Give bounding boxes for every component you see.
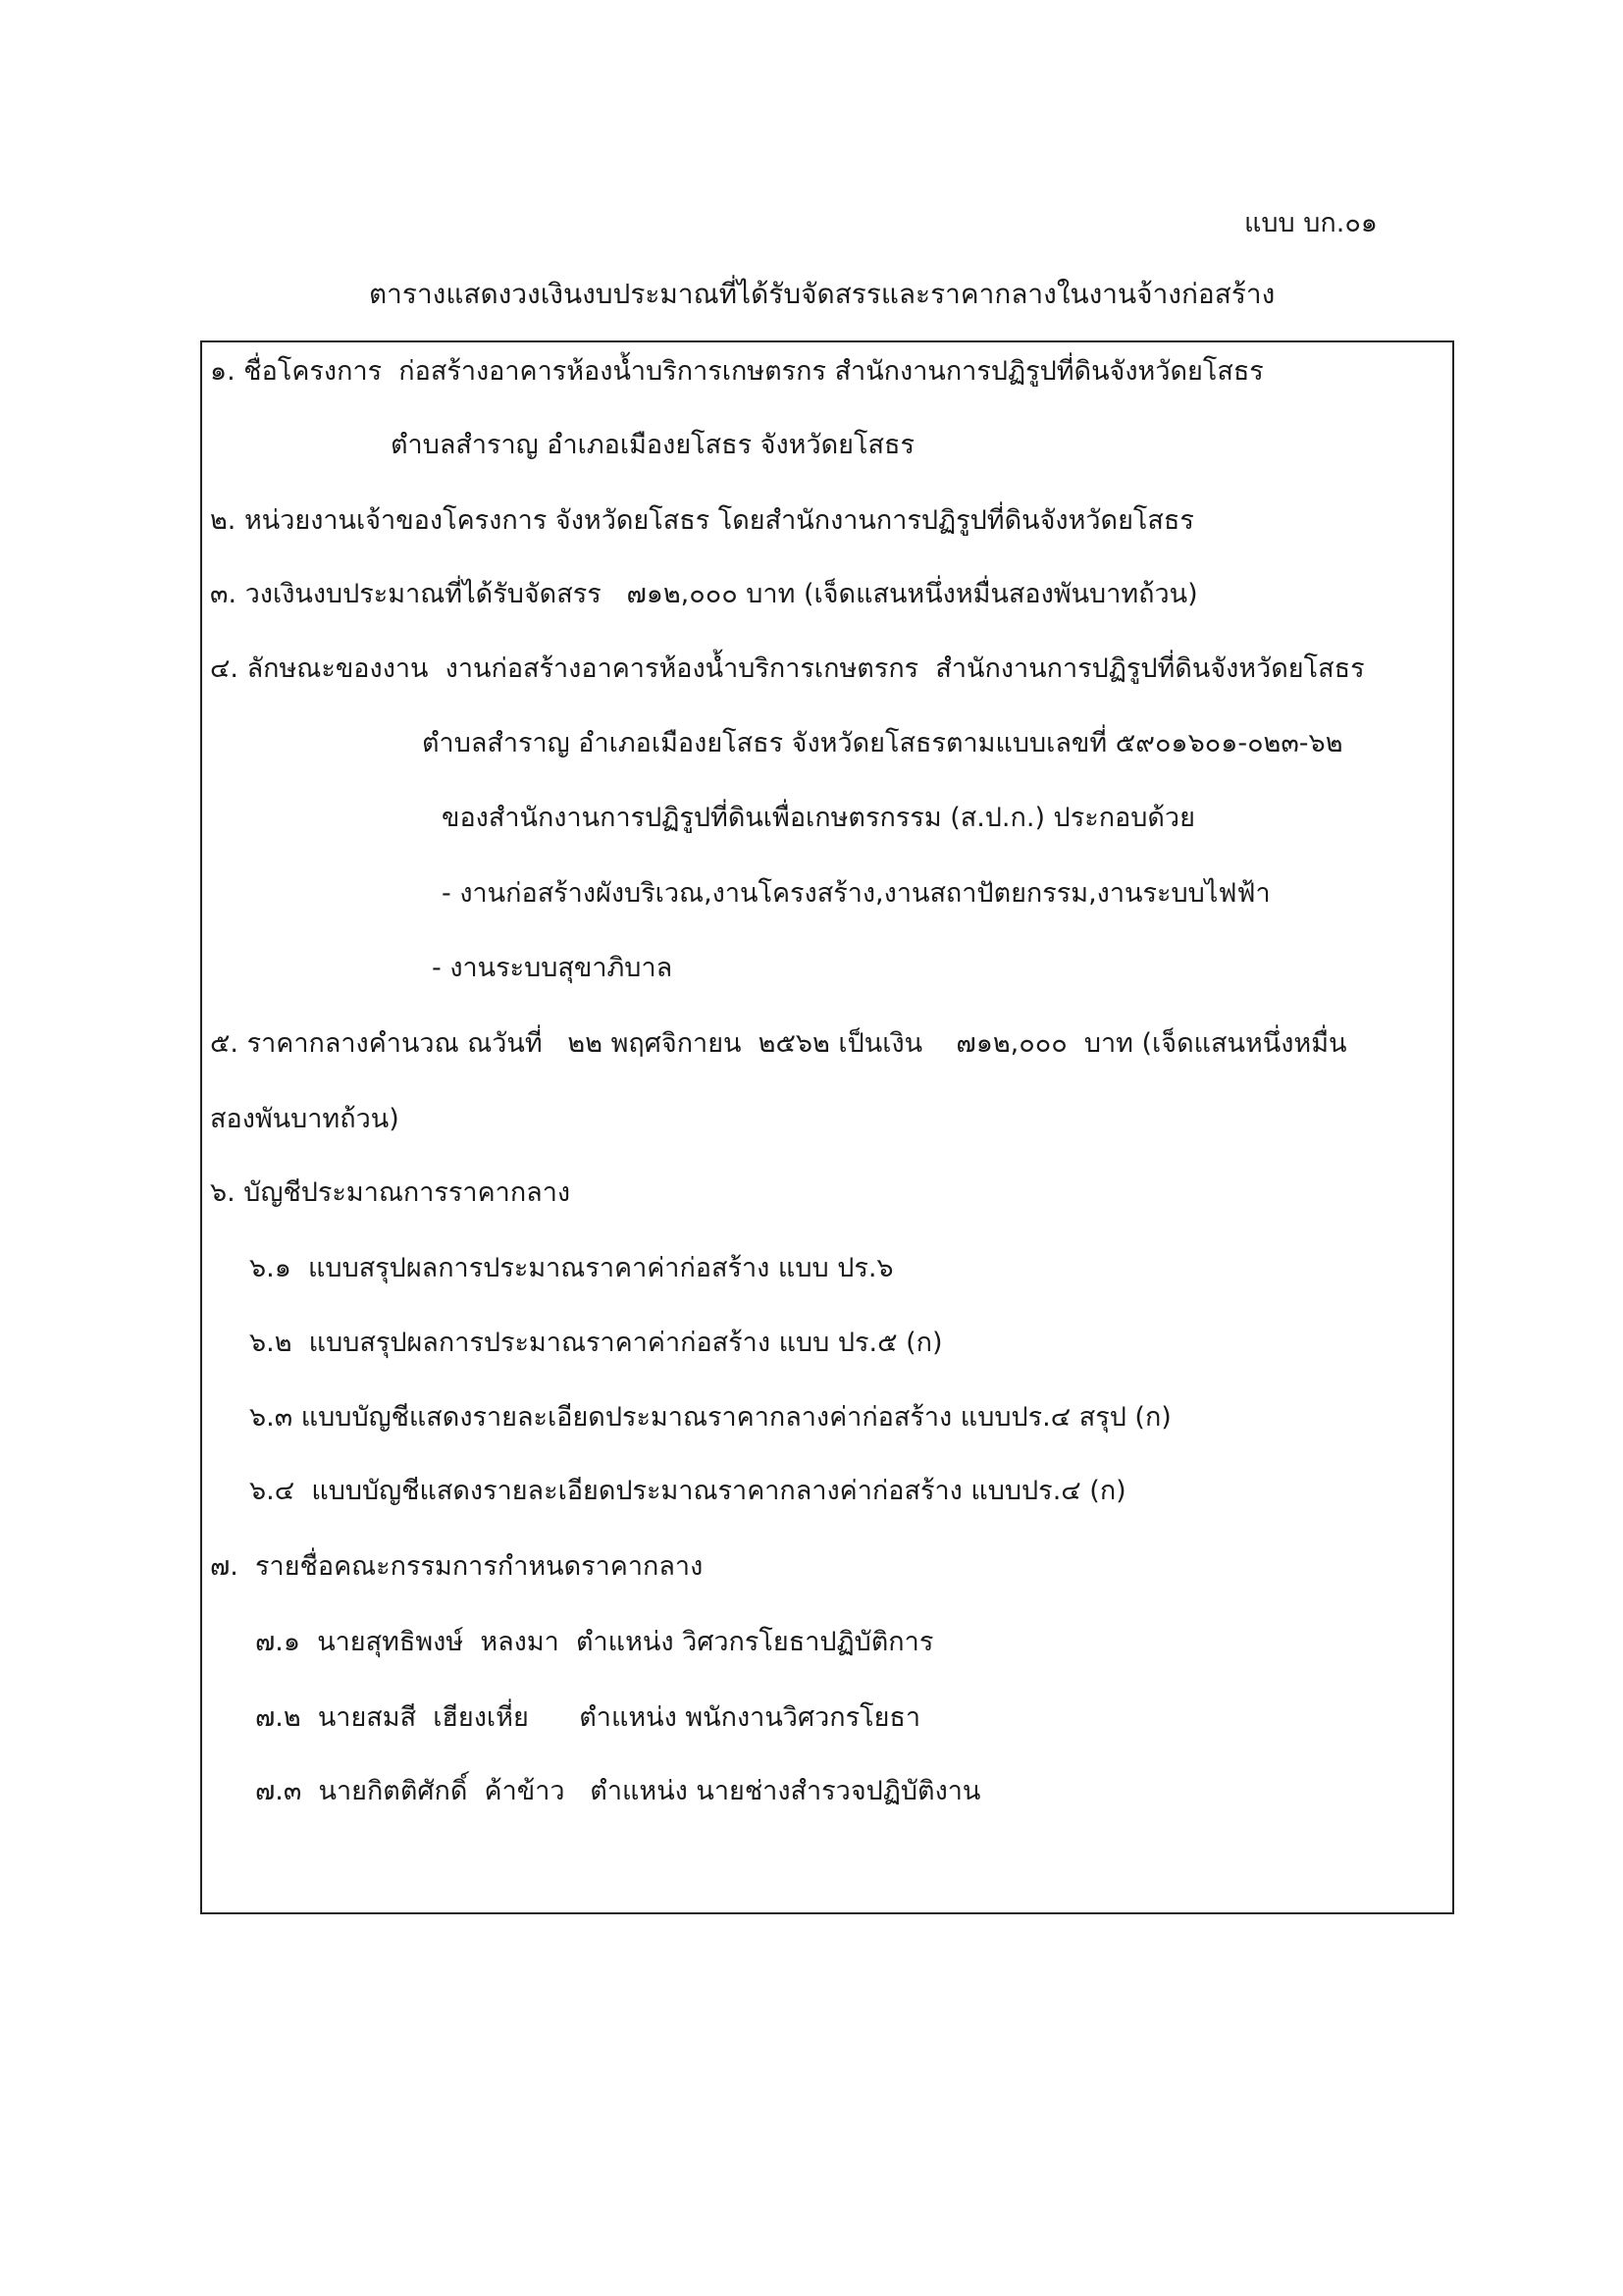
- project-owner-line: ๒. หน่วยงานเจ้าของโครงการ จังหวัดยโสธร โดยสำนักงานการปฏิรูปที่ดินจังหวัดยโสธร: [210, 505, 1194, 536]
- project-name-line: ๑. ชื่อโครงการ ก่อสร้างอาคารห้องน้ำบริการเกษตรกร สำนักงานการปฏิรูปที่ดินจังหวัดยโสธร: [210, 356, 1264, 387]
- median-price-line-1: ๕. ราคากลางคำนวณ ณวันที่ ๒๒ พฤศจิกายน ๒๕๖๒ เป็นเงิน ๗๑๒,๐๐๐ บาท (เจ็ดแสนหนึ่งหมื่น: [210, 1028, 1347, 1059]
- work-item-2: - งานระบบสุขาภิบาล: [432, 953, 673, 983]
- work-description-line-3: ของสำนักงานการปฏิรูปที่ดินเพื่อเกษตรกรรม (ส.ป.ก.) ประกอบด้วย: [442, 803, 1195, 833]
- estimate-item: ๖.๔ แบบบัญชีแสดงรายละเอียดประมาณราคากลางค่าก่อสร้าง แบบปร.๔ (ก): [249, 1476, 1126, 1506]
- document-title: ตารางแสดงวงเงินงบประมาณที่ได้รับจัดสรรและราคากลางในงานจ้างก่อสร้าง: [369, 278, 1276, 310]
- estimate-item: ๖.๑ แบบสรุปผลการประมาณราคาค่าก่อสร้าง แบบ ปร.๖: [249, 1253, 894, 1283]
- work-description-line-1: ๔. ลักษณะของงาน งานก่อสร้างอาคารห้องน้ำบริการเกษตรกร สำนักงานการปฏิรูปที่ดินจังหวัดยโสธร: [210, 653, 1365, 684]
- form-code: แบบ บก.๐๑: [1244, 208, 1378, 238]
- committee-heading: ๗. รายชื่อคณะกรรมการกำหนดราคากลาง: [210, 1551, 704, 1582]
- median-price-line-2: สองพันบาทถ้วน): [210, 1104, 399, 1134]
- committee-member: ๗.๓ นายกิตติศักดิ์ ค้าข้าว ตำแหน่ง นายช่างสำรวจปฏิบัติงาน: [255, 1776, 981, 1806]
- work-description-line-2: ตำบลสำราญ อำเภอเมืองยโสธร จังหวัดยโสธรตามแบบเลขที่ ๕๙๐๑๖๐๑-๐๒๓-๖๒: [422, 728, 1343, 758]
- estimate-heading: ๖. บัญชีประมาณการราคากลาง: [210, 1177, 571, 1208]
- work-item-1: - งานก่อสร้างผังบริเวณ,งานโครงสร้าง,งานสถาปัตยกรรม,งานระบบไฟฟ้า: [442, 878, 1271, 909]
- estimate-item: ๖.๒ แบบสรุปผลการประมาณราคาค่าก่อสร้าง แบบ ปร.๕ (ก): [249, 1328, 943, 1358]
- committee-member: ๗.๑ นายสุทธิพงษ์ หลงมา ตำแหน่ง วิศวกรโยธาปฏิบัติการ: [255, 1627, 934, 1657]
- estimate-item: ๖.๓ แบบบัญชีแสดงรายละเอียดประมาณราคากลางค่าก่อสร้าง แบบปร.๔ สรุป (ก): [249, 1402, 1172, 1433]
- committee-member: ๗.๒ นายสมสี เฮียงเหี่ย ตำแหน่ง พนักงานวิศวกรโยธา: [255, 1702, 921, 1733]
- project-location-line: ตำบลสำราญ อำเภอเมืองยโสธร จังหวัดยโสธร: [391, 430, 915, 460]
- budget-line: ๓. วงเงินงบประมาณที่ได้รับจัดสรร ๗๑๒,๐๐๐ บาท (เจ็ดแสนหนึ่งหมื่นสองพันบาทถ้วน): [210, 579, 1198, 609]
